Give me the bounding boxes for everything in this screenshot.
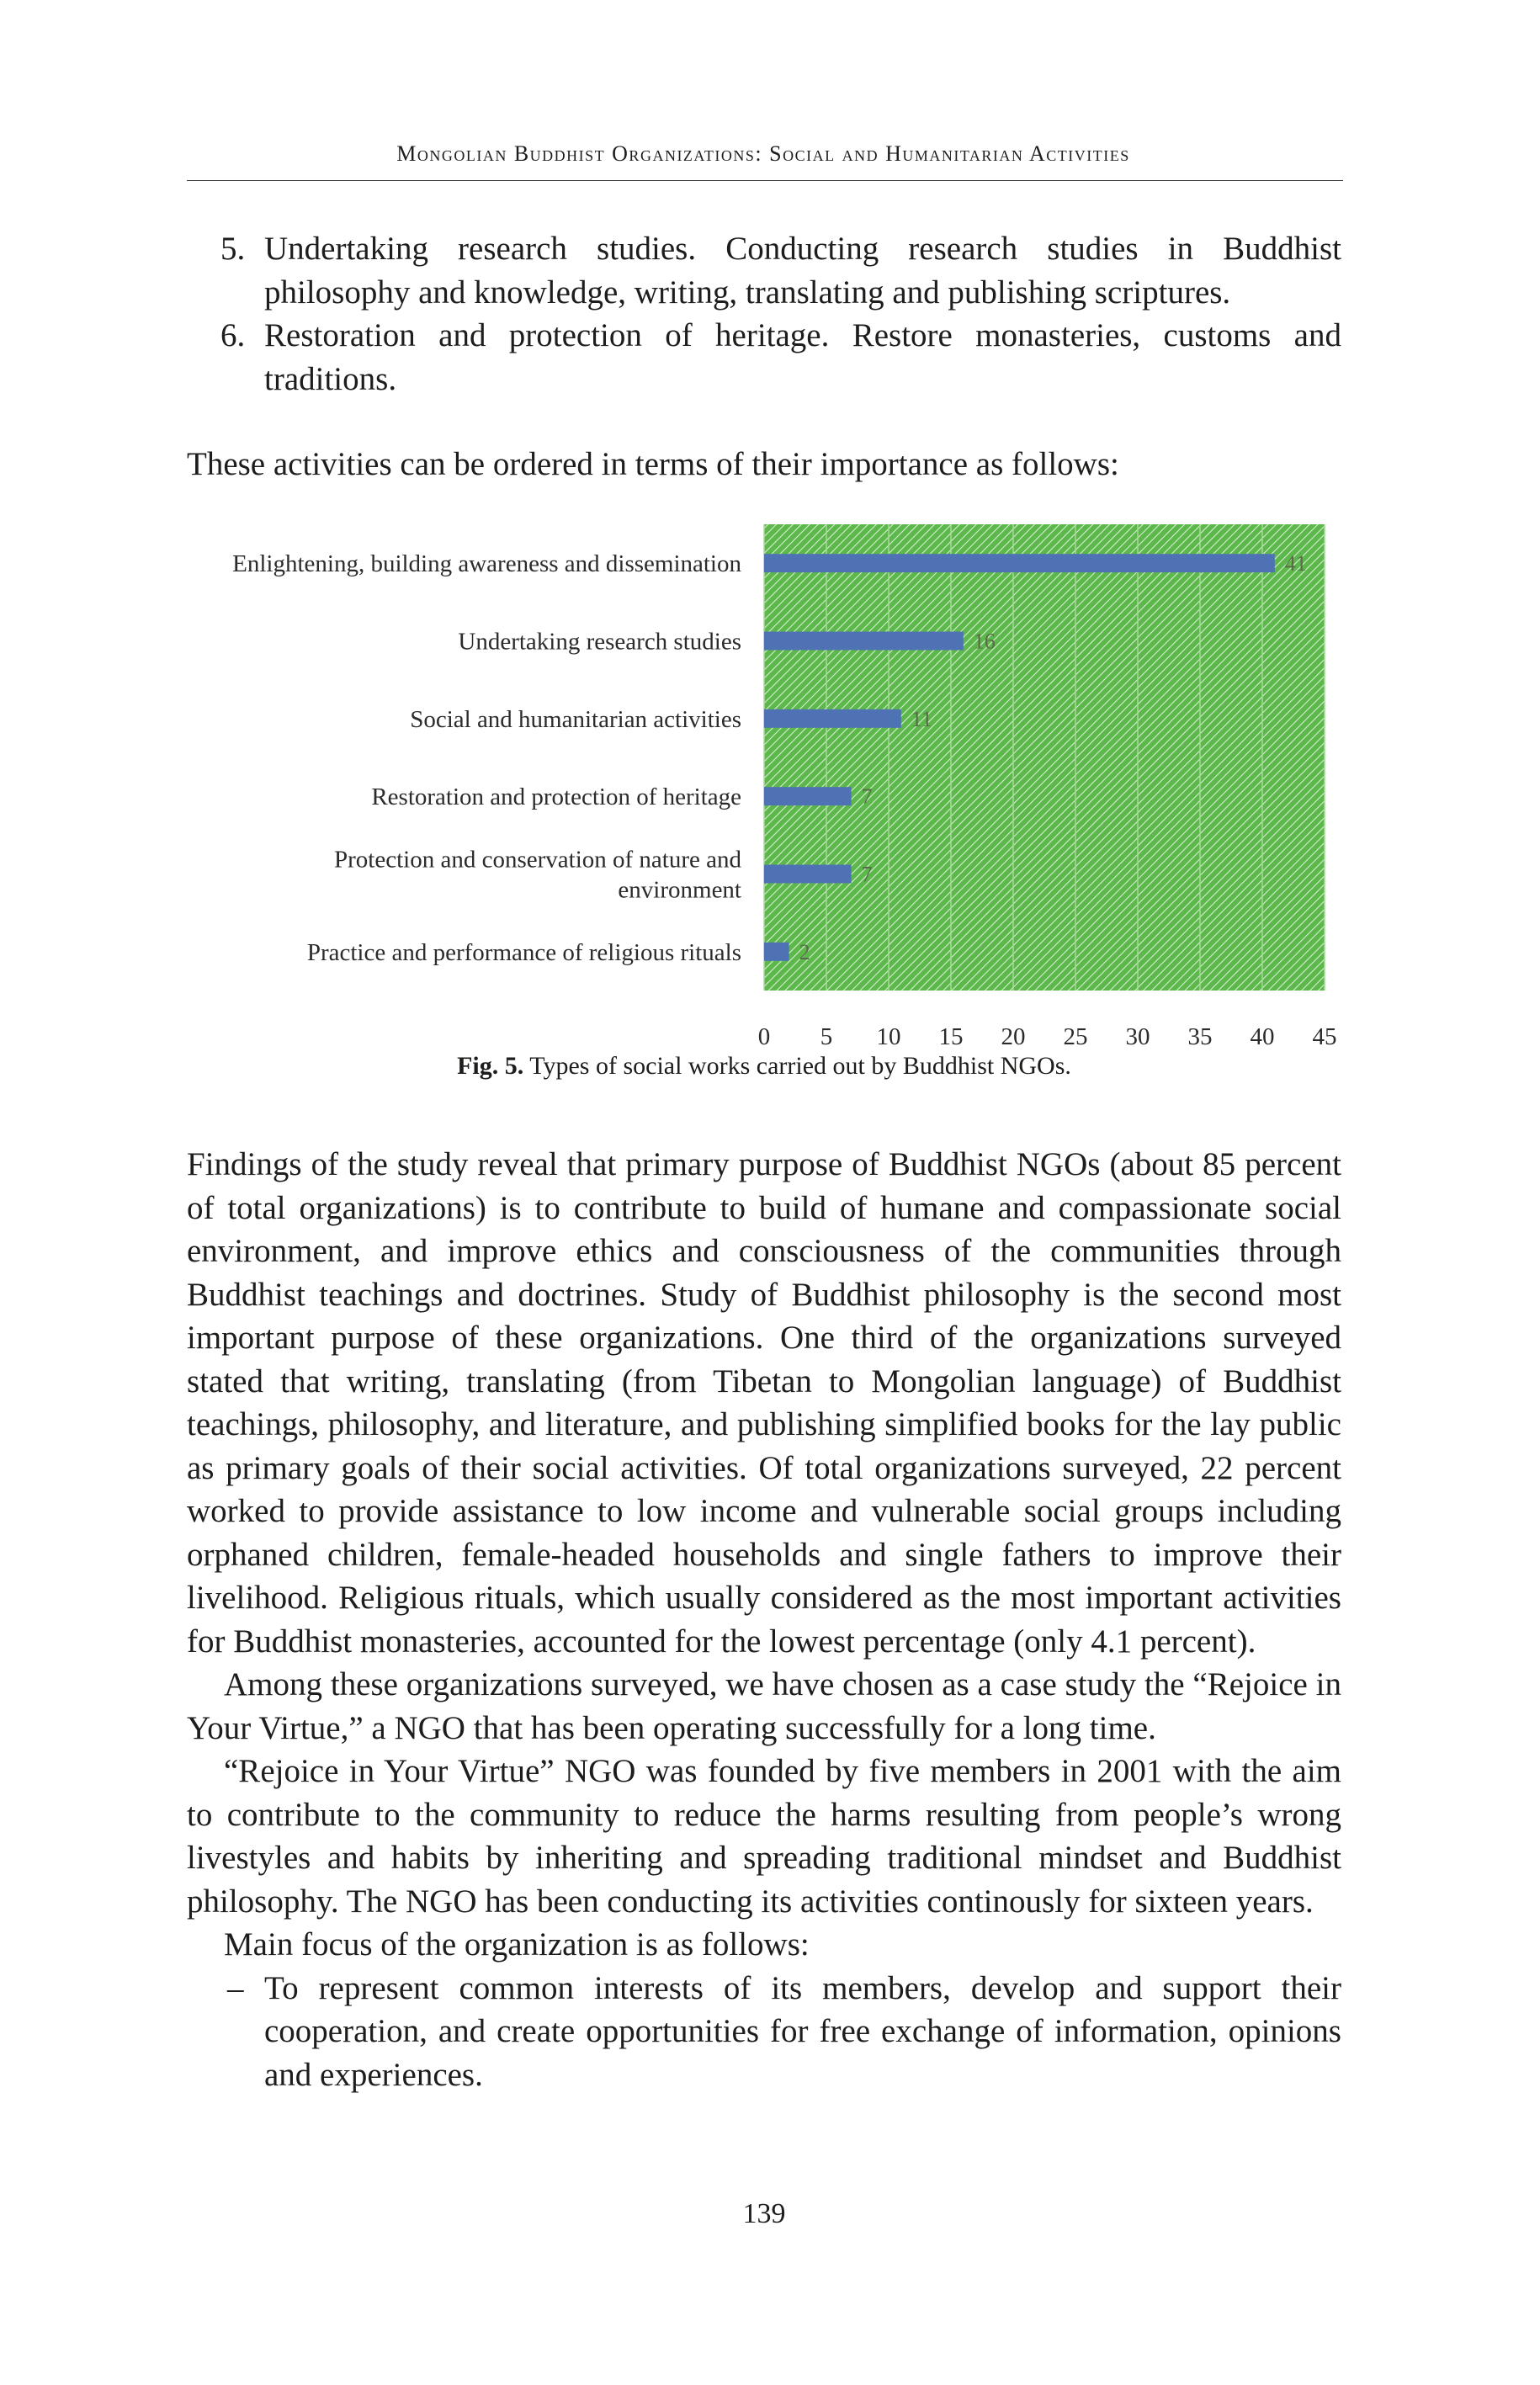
category-label: Undertaking research studies [458,628,741,656]
item-text: Restoration and protection of heritage. Restore monasteries, customs and traditions. [264,317,1341,397]
figure-label: Fig. 5. [457,1052,524,1080]
x-tick-label: 40 [1250,1023,1275,1050]
bar-chart [187,522,1341,1086]
value-label: 7 [861,862,873,887]
category-label: Practice and performance of religious rituals [306,938,741,966]
value-label: 41 [1284,551,1307,576]
value-label: 11 [911,706,932,731]
category-label: Enlightening, building awareness and dissemination [232,550,741,578]
dash-item-text: To represent common interests of its members, develop and support their cooperation, and create opportunities for free exchange of information, opinions and experiences. [264,1969,1341,2093]
x-tick-label: 10 [876,1023,901,1050]
item-number: 5. [220,231,246,267]
bar [764,787,852,805]
numbered-item [220,227,1341,314]
figure-caption-text: Types of social works carried out by Buddhist NGOs. [523,1052,1071,1080]
x-tick-label: 20 [1001,1023,1026,1050]
plot-area [764,524,1325,991]
bar-chart-svg [187,522,1341,1050]
bar [764,554,1275,572]
bar [764,943,789,961]
x-tick-label: 0 [757,1023,771,1050]
dash-item [187,1967,1341,2097]
x-tick-label: 30 [1125,1023,1150,1050]
dash-marker: – [227,1969,244,2006]
value-label: 7 [861,784,873,810]
category-label: Restoration and protection of heritage [371,783,741,811]
x-axis-ticks [758,1023,1337,1050]
numbered-list [220,227,1341,401]
category-label: Protection and conservation of nature and environment [334,846,741,904]
value-label: 2 [799,939,810,964]
value-label: 16 [973,629,996,654]
bar [764,865,852,884]
x-tick-label: 5 [820,1023,833,1050]
figure-caption [187,1052,1341,1081]
paragraph: “Rejoice in Your Virtue” NGO was founded by five members in 2001 with the aim to contribute to the community to reduce the harms resulting from people’s wrong livestyles and habits by inheriting and spreading traditional mindset and Buddhist philosophy. The NGO has been conducting its activities continously for sixteen years. [187,1753,1341,1920]
numbered-item [220,314,1341,401]
header-rule [187,180,1343,181]
x-tick-label: 25 [1063,1023,1088,1050]
intro-sentence: These activities can be ordered in terms of their importance as follows: [187,446,1119,482]
page-number: 139 [742,2198,786,2229]
paragraph: Main focus of the organization is as follows: [224,1926,810,1963]
category-label: Social and humanitarian activities [410,705,741,733]
bar [764,632,964,651]
x-tick-label: 45 [1312,1023,1337,1050]
x-tick-label: 35 [1187,1023,1213,1050]
bar [764,709,901,728]
item-text: Undertaking research studies. Conducting research studies in Buddhist philosophy and knowledge, writing, translating and publishing scriptures. [264,231,1341,311]
category-labels [232,550,741,966]
body-text [187,1143,1341,2096]
paragraph: Findings of the study reveal that primary purpose of Buddhist NGOs (about 85 percent of total organizations) is to contribute to build of humane and compassionate social environment, and improve ethics and consciousness of the communities through Buddhist teachings and doctrines. Study of Buddhist philosophy is the second most important purpose of these organizations. One third of the organizations surveyed stated that writing, translating (from Tibetan to Mongolian language) of Buddhist teachings, philosophy, and literature, and publishing simplified books for the lay public as primary goals of their social activities. Of total organizations surveyed, 22 percent worked to provide assistance to low income and vulnerable social groups including orphaned children, female-headed households and single fathers to improve their livelihood. Religious rituals, which usually considered as the most important activities for Buddhist monasteries, accounted for the lowest percentage (only 4.1 percent). [187,1146,1341,1660]
paragraph: Among these organizations surveyed, we have chosen as a case study the “Rejoice in Your Virtue,” a NGO that has been operating successfully for a long time. [187,1666,1341,1746]
x-tick-label: 15 [938,1023,964,1050]
running-head: Mongolian Buddhist Organizations: Social and Humanitarian Activities [396,141,1130,166]
item-number: 6. [220,317,246,353]
dash-list [187,1967,1341,2097]
